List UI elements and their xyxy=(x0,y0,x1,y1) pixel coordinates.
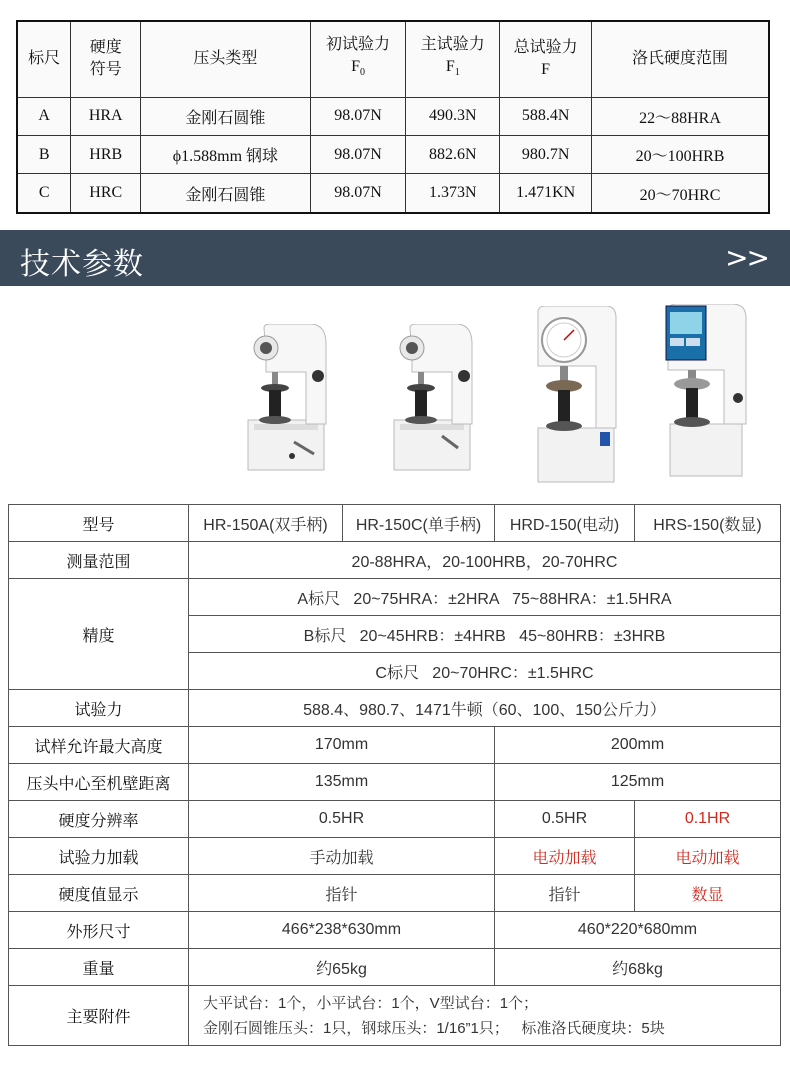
accessories-line-1: 大平试台：1个，小平试台：1个，V型试台：1个； xyxy=(203,994,539,1012)
cell-symbol: HRB xyxy=(71,135,141,173)
resolution-b: 0.5HR xyxy=(495,801,635,838)
table-row xyxy=(9,949,781,986)
spec-table xyxy=(8,504,781,1046)
product-images xyxy=(0,300,790,490)
cell-indenter: ϕ1.588mm 钢球 xyxy=(141,135,311,173)
force-label: 试验力 xyxy=(9,690,189,727)
section-title: 技术参数 xyxy=(20,247,144,282)
cell-f0: 98.07N xyxy=(310,174,406,213)
force-value: 588.4、980.7、1471牛顿（60、100、150公斤力） xyxy=(189,690,781,727)
scale-reference-table-wrap xyxy=(16,20,770,214)
range-value: 20-88HRA，20-100HRB，20-70HRC xyxy=(189,542,781,579)
size-b: 460*220*680mm xyxy=(495,912,781,949)
scale-reference-table xyxy=(16,20,770,214)
loading-b: 电动加载 xyxy=(495,838,635,875)
hardness-tester-hrs150-image xyxy=(662,304,754,480)
header-symbol: 硬度 符号 xyxy=(71,21,141,97)
table-row xyxy=(9,690,781,727)
table-row xyxy=(17,135,769,173)
accessories-label: 主要附件 xyxy=(9,986,189,1046)
model-hrs150: HRS-150(数显) xyxy=(635,505,781,542)
table-row xyxy=(9,579,781,616)
accuracy-b: B标尺 20~45HRB：±4HRB 45~80HRB：±3HRB xyxy=(189,616,781,653)
cell-f1: 490.3N xyxy=(406,97,500,135)
header-f1: 主试验力 $F_1$ xyxy=(406,21,500,97)
cell-symbol: HRC xyxy=(71,174,141,213)
table-row xyxy=(9,986,781,1046)
cell-f0: 98.07N xyxy=(310,97,406,135)
loading-label: 试验力加载 xyxy=(9,838,189,875)
accuracy-label: 精度 xyxy=(9,579,189,690)
display-b: 指针 xyxy=(495,875,635,912)
model-hr150a: HR-150A(双手柄) xyxy=(189,505,343,542)
table-row xyxy=(17,97,769,135)
header-f: 总试验力 F xyxy=(500,21,592,97)
hardness-tester-hr150a-image xyxy=(244,324,344,474)
accessories-value xyxy=(189,986,781,1046)
weight-b: 约68kg xyxy=(495,949,781,986)
distance-b: 125mm xyxy=(495,764,781,801)
table-row xyxy=(9,801,781,838)
header-range: 洛氏硬度范围 xyxy=(592,21,769,97)
table-row xyxy=(9,505,781,542)
cell-scale: B xyxy=(17,135,71,173)
table-row xyxy=(9,912,781,949)
loading-a: 手动加载 xyxy=(189,838,495,875)
table-row xyxy=(9,875,781,912)
distance-a: 135mm xyxy=(189,764,495,801)
height-label: 试样允许最大高度 xyxy=(9,727,189,764)
table-row xyxy=(9,838,781,875)
more-arrows-icon[interactable]: >> xyxy=(725,241,768,274)
cell-scale: C xyxy=(17,174,71,213)
height-b: 200mm xyxy=(495,727,781,764)
cell-range: 20～70HRC xyxy=(592,174,769,213)
display-a: 指针 xyxy=(189,875,495,912)
size-label: 外形尺寸 xyxy=(9,912,189,949)
cell-f: 1.471KN xyxy=(500,174,592,213)
section-banner xyxy=(0,230,790,286)
cell-f: 588.4N xyxy=(500,97,592,135)
model-hr150c: HR-150C(单手柄) xyxy=(343,505,495,542)
accessories-line-2: 金刚石圆锥压头：1只，钢球压头：1/16”1只； 标准洛氏硬度块：5块 xyxy=(203,1019,665,1037)
resolution-a: 0.5HR xyxy=(189,801,495,838)
weight-label: 重量 xyxy=(9,949,189,986)
distance-label: 压头中心至机壁距离 xyxy=(9,764,189,801)
loading-c: 电动加载 xyxy=(635,838,781,875)
hardness-tester-hr150c-image xyxy=(390,324,490,474)
cell-range: 20～100HRB xyxy=(592,135,769,173)
table-row xyxy=(9,727,781,764)
height-a: 170mm xyxy=(189,727,495,764)
cell-f1: 882.6N xyxy=(406,135,500,173)
cell-f: 980.7N xyxy=(500,135,592,173)
display-label: 硬度值显示 xyxy=(9,875,189,912)
accuracy-a: A标尺 20~75HRA：±2HRA 75~88HRA：±1.5HRA xyxy=(189,579,781,616)
accuracy-c: C标尺 20~70HRC：±1.5HRC xyxy=(189,653,781,690)
spec-table-wrap xyxy=(8,504,780,1046)
cell-f0: 98.07N xyxy=(310,135,406,173)
table-row xyxy=(9,764,781,801)
cell-symbol: HRA xyxy=(71,97,141,135)
table-row xyxy=(9,542,781,579)
header-indenter: 压头类型 xyxy=(141,21,311,97)
weight-a: 约65kg xyxy=(189,949,495,986)
model-hrd150: HRD-150(电动) xyxy=(495,505,635,542)
size-a: 466*238*630mm xyxy=(189,912,495,949)
header-f0: 初试验力 $F_0$ xyxy=(310,21,406,97)
resolution-c: 0.1HR xyxy=(635,801,781,838)
cell-range: 22～88HRA xyxy=(592,97,769,135)
display-c: 数显 xyxy=(635,875,781,912)
cell-scale: A xyxy=(17,97,71,135)
table-header-row xyxy=(17,21,769,97)
header-scale: 标尺 xyxy=(17,21,71,97)
hardness-tester-hrd150-image xyxy=(534,306,626,484)
cell-f1: 1.373N xyxy=(406,174,500,213)
resolution-label: 硬度分辨率 xyxy=(9,801,189,838)
table-row xyxy=(17,174,769,213)
cell-indenter: 金刚石圆锥 xyxy=(141,174,311,213)
model-label: 型号 xyxy=(9,505,189,542)
range-label: 测量范围 xyxy=(9,542,189,579)
cell-indenter: 金刚石圆锥 xyxy=(141,97,311,135)
